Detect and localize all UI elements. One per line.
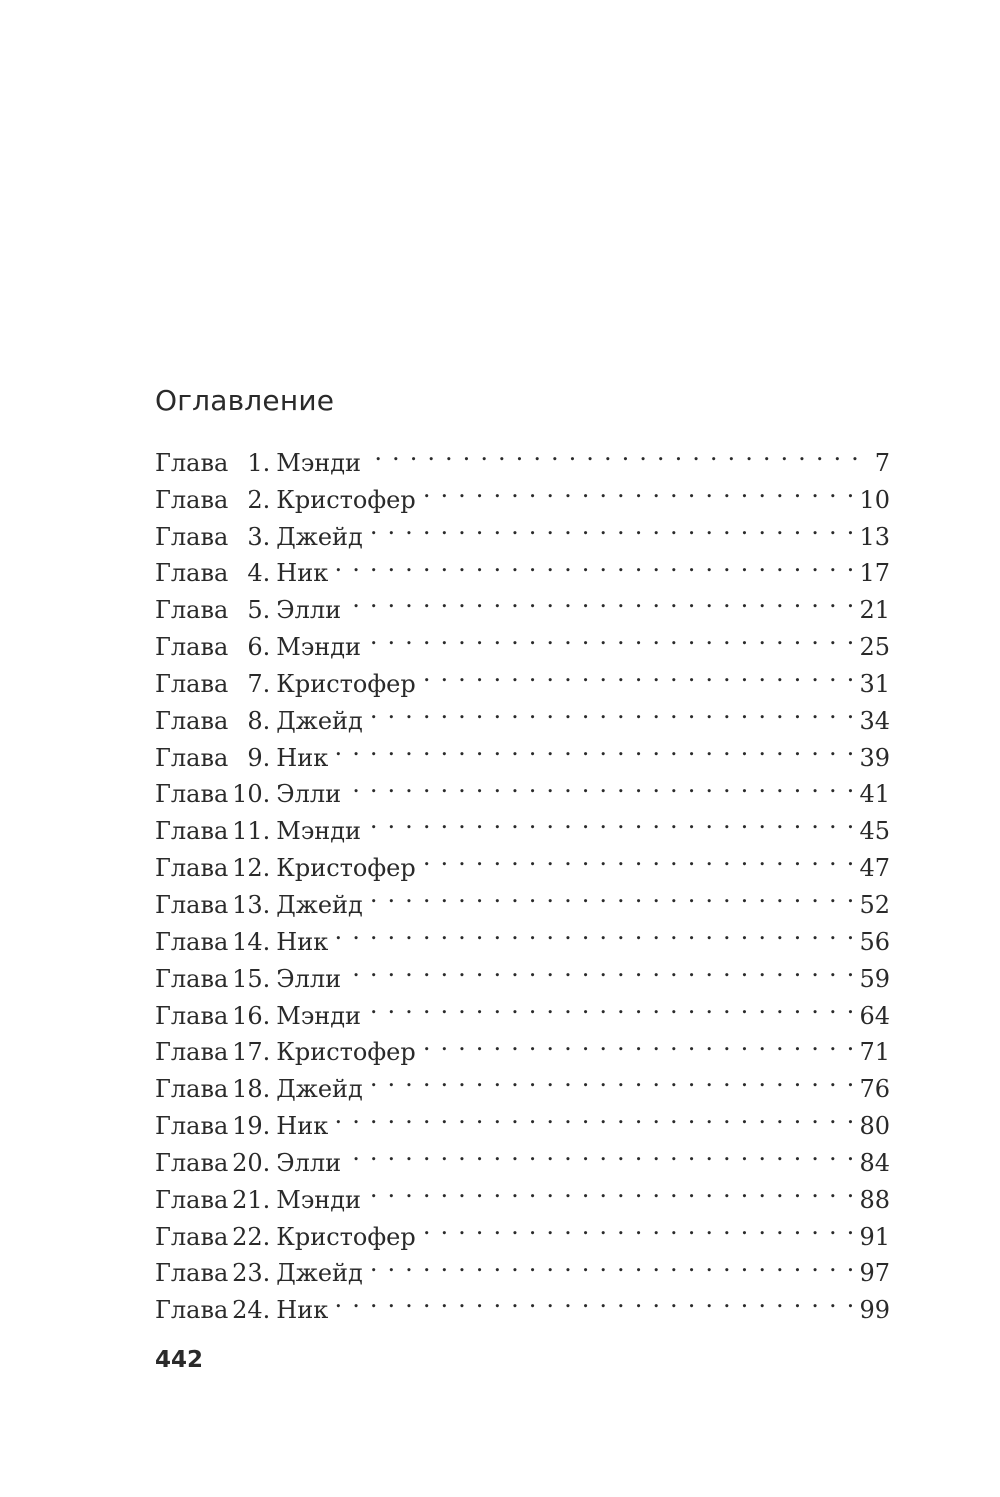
chapter-title: Ник <box>276 559 329 588</box>
chapter-label: Глава <box>155 633 229 662</box>
chapter-title: Джейд <box>276 1075 363 1104</box>
chapter-title: Ник <box>276 743 329 772</box>
chapter-page-number: 10 <box>859 485 890 514</box>
dot-leader <box>332 913 855 950</box>
dot-leader <box>345 581 855 618</box>
chapter-label: Глава <box>155 890 229 919</box>
dot-leader <box>365 434 860 471</box>
chapter-label: Глава <box>155 1259 229 1288</box>
chapter-page-number: 31 <box>859 669 890 698</box>
chapter-title: Ник <box>276 1112 329 1141</box>
dot-leader <box>345 950 855 987</box>
chapter-page-number: 88 <box>859 1185 890 1214</box>
chapter-page-number: 84 <box>859 1148 890 1177</box>
chapter-number: 8. <box>247 706 271 735</box>
chapter-title: Кристофер <box>276 1038 416 1067</box>
chapter-number: 14. <box>232 927 271 956</box>
chapter-label: Глава <box>155 596 229 625</box>
chapter-page-number: 80 <box>859 1112 890 1141</box>
chapter-label: Глава <box>155 927 229 956</box>
chapter-number: 1. <box>247 448 271 477</box>
toc-list <box>155 434 890 1325</box>
chapter-number: 11. <box>232 817 271 846</box>
chapter-number: 12. <box>232 854 271 883</box>
chapter-number: 22. <box>232 1222 271 1251</box>
dot-leader <box>345 1134 855 1171</box>
chapter-page-number: 17 <box>859 559 890 588</box>
toc-entry[interactable] <box>155 434 890 477</box>
chapter-number: 18. <box>232 1075 271 1104</box>
chapter-label: Глава <box>155 559 229 588</box>
chapter-number: 24. <box>232 1296 271 1325</box>
dot-leader <box>332 545 855 582</box>
chapter-page-number: 71 <box>859 1038 890 1067</box>
dot-leader <box>420 1208 856 1245</box>
chapter-label: Глава <box>155 485 229 514</box>
dot-leader <box>332 1281 855 1318</box>
chapter-page-number: 25 <box>859 633 890 662</box>
chapter-label: Глава <box>155 669 229 698</box>
chapter-title: Джейд <box>276 890 363 919</box>
chapter-label: Глава <box>155 1075 229 1104</box>
chapter-page-number: 21 <box>859 596 890 625</box>
chapter-label: Глава <box>155 448 229 477</box>
chapter-page-number: 47 <box>859 854 890 883</box>
chapter-number: 3. <box>247 522 271 551</box>
dot-leader <box>420 839 856 876</box>
chapter-title: Джейд <box>276 1259 363 1288</box>
dot-leader <box>367 508 856 545</box>
dot-leader <box>367 692 856 729</box>
dot-leader <box>420 655 856 692</box>
chapter-label: Глава <box>155 706 229 735</box>
chapter-page-number: 99 <box>859 1296 890 1325</box>
dot-leader <box>365 802 855 839</box>
chapter-page-number: 59 <box>859 964 890 993</box>
chapter-number: 6. <box>247 633 271 662</box>
chapter-title: Джейд <box>276 522 363 551</box>
chapter-label: Глава <box>155 964 229 993</box>
chapter-label: Глава <box>155 522 229 551</box>
chapter-label: Глава <box>155 854 229 883</box>
chapter-number: 19. <box>232 1112 271 1141</box>
chapter-title: Мэнди <box>276 1185 362 1214</box>
chapter-number: 16. <box>232 1001 271 1030</box>
chapter-number: 7. <box>247 669 271 698</box>
dot-leader <box>367 876 856 913</box>
chapter-page-number: 64 <box>859 1001 890 1030</box>
chapter-label: Глава <box>155 1038 229 1067</box>
chapter-number: 13. <box>232 890 271 919</box>
dot-leader <box>367 1060 856 1097</box>
chapter-number: 15. <box>232 964 271 993</box>
chapter-title: Джейд <box>276 706 363 735</box>
chapter-label: Глава <box>155 817 229 846</box>
chapter-title: Ник <box>276 927 329 956</box>
dot-leader <box>420 471 856 508</box>
chapter-label: Глава <box>155 1112 229 1141</box>
chapter-page-number: 45 <box>859 817 890 846</box>
chapter-number: 5. <box>247 596 271 625</box>
chapter-page-number: 52 <box>859 890 890 919</box>
chapter-title: Мэнди <box>276 1001 362 1030</box>
chapter-label: Глава <box>155 1185 229 1214</box>
chapter-title: Кристофер <box>276 1222 416 1251</box>
chapter-page-number: 56 <box>859 927 890 956</box>
dot-leader <box>367 1245 856 1282</box>
chapter-page-number: 34 <box>859 706 890 735</box>
dot-leader <box>365 618 855 655</box>
dot-leader <box>365 1171 855 1208</box>
chapter-number: 23. <box>232 1259 271 1288</box>
dot-leader <box>332 729 855 766</box>
dot-leader <box>420 1024 856 1061</box>
chapter-title: Кристофер <box>276 669 416 698</box>
chapter-number: 20. <box>232 1148 271 1177</box>
chapter-title: Элли <box>276 780 342 809</box>
chapter-label: Глава <box>155 1148 229 1177</box>
chapter-label: Глава <box>155 743 229 772</box>
chapter-label: Глава <box>155 1001 229 1030</box>
page-number: 442 <box>155 1347 204 1373</box>
chapter-number: 10. <box>232 780 271 809</box>
chapter-label: Глава <box>155 780 229 809</box>
chapter-title: Ник <box>276 1296 329 1325</box>
chapter-title: Элли <box>276 1148 342 1177</box>
chapter-page-number: 13 <box>859 522 890 551</box>
chapter-label: Глава <box>155 1222 229 1251</box>
chapter-title: Кристофер <box>276 854 416 883</box>
chapter-page-number: 39 <box>859 743 890 772</box>
dot-leader <box>345 766 855 803</box>
dot-leader <box>332 1097 855 1134</box>
chapter-number: 2. <box>247 485 271 514</box>
chapter-page-number: 97 <box>859 1259 890 1288</box>
chapter-page-number: 76 <box>859 1075 890 1104</box>
toc-heading: Оглавление <box>155 384 335 417</box>
chapter-title: Элли <box>276 596 342 625</box>
chapter-title: Мэнди <box>276 633 362 662</box>
chapter-title: Элли <box>276 964 342 993</box>
chapter-page-number: 41 <box>859 780 890 809</box>
chapter-number: 17. <box>232 1038 271 1067</box>
chapter-title: Мэнди <box>276 817 362 846</box>
chapter-label: Глава <box>155 1296 229 1325</box>
chapter-title: Кристофер <box>276 485 416 514</box>
chapter-number: 4. <box>247 559 271 588</box>
chapter-number: 9. <box>247 743 271 772</box>
chapter-page-number: 91 <box>859 1222 890 1251</box>
chapter-number: 21. <box>232 1185 271 1214</box>
chapter-title: Мэнди <box>276 448 362 477</box>
dot-leader <box>365 987 855 1024</box>
chapter-page-number: 7 <box>874 448 890 477</box>
